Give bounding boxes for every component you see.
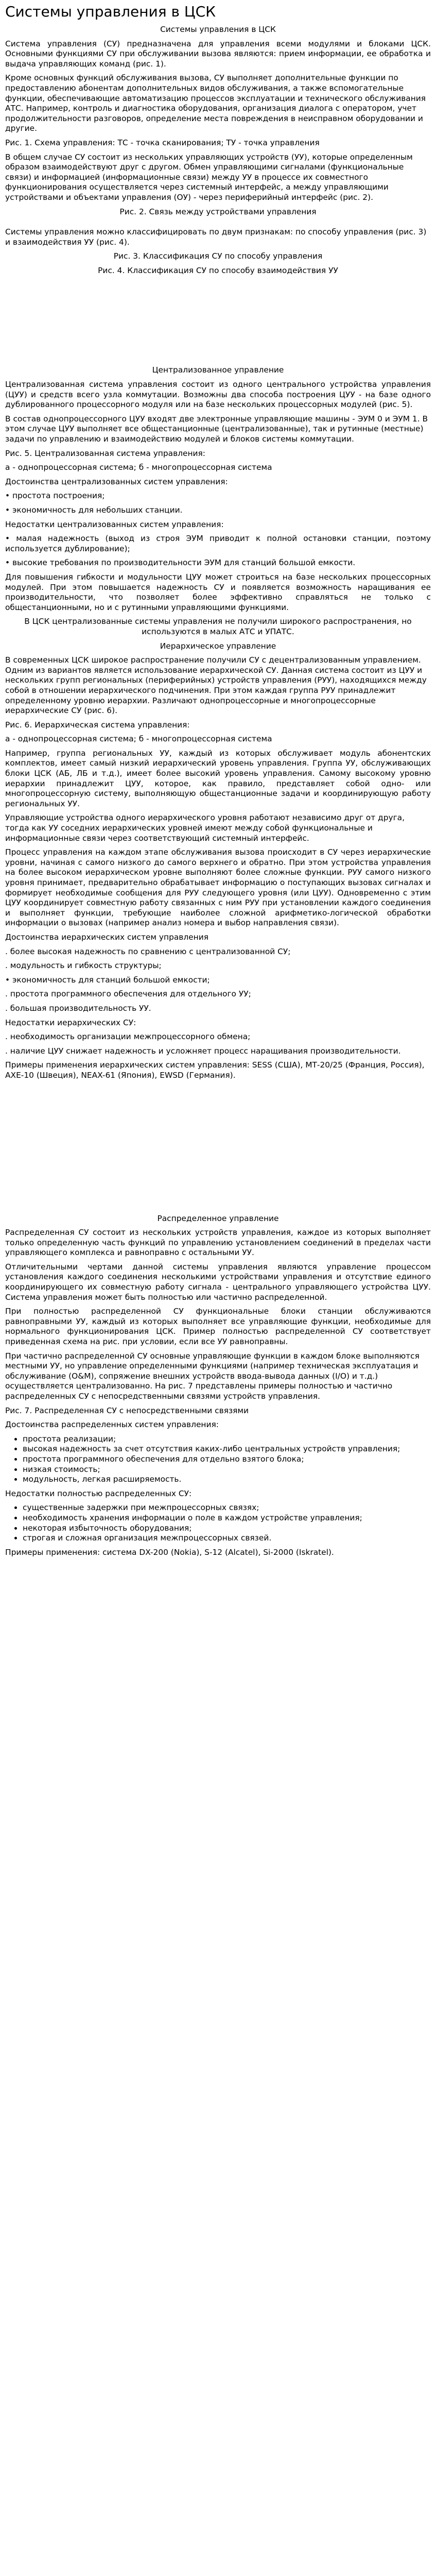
paragraph: Примеры применения: система DX-200 (Nokia), S-12 (Alcatel), Si-2000 (Iskratel). <box>5 1547 334 1557</box>
paragraph: При частично распределенной СУ основные управляющие функции в каждом блоке выполняются местными УУ, но управление определенными функциями (например техническая эксплуатация и обслуживание (О&М), сопряжение внешних устройств ввода-вывода данных (I/O) и т.д.) осуществляется централизованно. На рис. 7 представлены примеры полностью и частично распределенных СУ с непосредственными связями устройств управления. <box>5 1351 420 1401</box>
paragraph: Управляющие устройства одного иерархического уровня работают независимо друг от друга, тогда как УУ соседних иерархических уровней имеют между собой функциональные и информационные связи через соответствующий системный интерфейс. <box>5 813 405 843</box>
figure-space <box>5 1085 431 1214</box>
paragraph: Кроме основных функций обслуживания вызова, СУ выполняет дополнительные функции по предоставлению абонентам дополнительных видов обслуживания, а также вспомогательные функции, обеспечивающие автоматизацию процессов эксплуатации и технического обслуживания АТС. Например, контроль и диагностика оборудования, организация диалога с оператором, учет продолжительности разговоров, определение места повреждения в неисправном оборудовании и другие. <box>5 73 426 133</box>
paragraph: Отличительными чертами данной системы управления являются управление процессом установления каждого соединения несколькими устройствами управления и отсутствие единого координирующего их совместную работу сигнала - центрального управляющего устройства ЦУУ. Система управления может быть полностью или частично распределенной. <box>5 1262 431 1302</box>
paragraph: Примеры применения иерархических систем управления: SESS (США), МТ-20/25 (Франция, Россия), АХЕ-10 (Швеция), NEAX-61 (Япония), EWSD (Германия). <box>5 1060 425 1080</box>
paragraph: Рис. 1. Схема управления: ТС - точка сканирования; ТУ - точка управления <box>5 138 320 147</box>
paragraph: Достоинства централизованных систем управления: <box>5 477 228 486</box>
paragraph: . наличие ЦУУ снижает надежность и усложняет процесс наращивания производительности. <box>5 1046 401 1056</box>
paragraph: Рис. 6. Иерархическая система управления: <box>5 720 190 730</box>
paragraph: Рис. 5. Централизованная система управления: <box>5 448 205 458</box>
bullet-list <box>5 1434 431 1485</box>
section-caption: В ЦСК централизованные системы управления не получили широкого распространения, но используются в малых АТС и УПАТС. <box>24 617 412 636</box>
section-caption: Рис. 3. Классификация СУ по способу управления <box>113 251 323 261</box>
figure-space <box>5 280 431 365</box>
paragraph: Достоинства иерархических систем управления <box>5 932 208 942</box>
document-title: Системы управления в ЦСК <box>5 3 216 20</box>
paragraph: Недостатки полностью распределенных СУ: <box>5 1488 192 1498</box>
paragraph: В современных ЦСК широкое распространение получили СУ с децентрализованным управлением. Одним из вариантов является использование иерархической СУ. Данная система состоит из ЦУУ и нескольких групп региональных (периферийных) устройств управления (РУУ), находящихся между собой в отношении иерархического подчинения. При этом каждая группа РУУ принадлежит определенному уровню иерархии. Различают однопроцессорные и многопроцессорные иерархические СУ (рис. 6). <box>5 655 427 716</box>
paragraph: При полностью распределенной СУ функциональные блоки станции обслуживаются равноправными УУ, каждый из которых выполняет все управляющие функции, необходимые для нормального функционирования ЦСК. Пример полностью распределенной СУ соответствует приведенная схема на рис. при условии, если все УУ равноправны. <box>5 1307 431 1347</box>
paragraph: . простота программного обеспечения для отдельного УУ; <box>5 989 251 999</box>
list-item: • существенные задержки при межпроцессорных связях; <box>23 1503 431 1513</box>
paragraph: • экономичность для небольших станции. <box>5 505 183 515</box>
bullet-list <box>5 1503 431 1543</box>
paragraph: • малая надежность (выход из строя ЭУМ приводит к полной остановки станции, поэтому используется дублирование); <box>5 534 431 553</box>
paragraph: . большая производительность УУ. <box>5 1003 151 1013</box>
paragraph: Достоинства распределенных систем управления: <box>5 1420 219 1430</box>
paragraph: . модульность и гибкость структуры; <box>5 961 162 971</box>
paragraph: Распределенная СУ состоит из нескольких устройств управления, каждое из которых выполняет только определенную часть функций по управлению установлением соединений в пределах части управляющего комплекса и равноправно с остальными УУ. <box>5 1228 431 1258</box>
list-item: • строгая и сложная организация межпроцессорных связей. <box>23 1533 431 1544</box>
section-caption: Рис. 2. Связь между устройствами управления <box>119 207 317 216</box>
section-caption: Иерархическое управление <box>160 641 276 651</box>
section-caption: Рис. 4. Классификация СУ по способу взаимодействия УУ <box>98 265 338 275</box>
list-item: • некоторая избыточность оборудования; <box>23 1523 431 1534</box>
paragraph: . необходимость организации межпроцессорного обмена; <box>5 1032 251 1042</box>
paragraph: Процесс управления на каждом этапе обслуживания вызова происходит в СУ через иерархические уровни, начиная с самого низкого до самого верхнего и обратно. При этом устройства управления на более высоком иерархическом уровне выполняют более сложные функции. РУУ самого низкого уровня принимает, предварительно обрабатывает информацию о поступающих вызовах сигналах и формирует необходимые сообщения для РУУ следующего уровня (или ЦУУ). Одновременно с этим ЦУУ координирует совместную работу связанных с ним РУУ при установлении каждого соединения и выполняет функции, требующие наиболее сложной арифметико-логической обработки информации о вызовах (например анализ номера и выбор направления связи). <box>5 848 431 928</box>
list-item: • модульность, легкая расширяемость. <box>23 1475 431 1485</box>
paragraph: Недостатки централизованных систем управления: <box>5 519 224 529</box>
paragraph: Система управления (СУ) предназначена для управления всеми модулями и блоками ЦСК. Основными функциями СУ при обслуживании вызова являются: прием информации, ее обработка и выдача управляющих команд (рис. 1). <box>5 39 431 69</box>
paragraph: а - однопроцессорная система; б - многопроцессорная система <box>5 734 272 744</box>
paragraph: . более высокая надежность по сравнению с централизованной СУ; <box>5 946 291 956</box>
section-caption: Централизованное управление <box>152 365 284 375</box>
list-item: • высокая надежность за счет отсутствия каких-либо центральных устройств управления; <box>23 1444 431 1454</box>
paragraph: Централизованная система управления состоит из одного центрального устройства управления (ЦУУ) и средств всего узла коммутации. Возможны два способа построения ЦУУ - на базе одного дублированного процессорного модуля или на базе нескольких процессорных модулей (рис. 5). <box>5 380 431 410</box>
paragraph: • экономичность для станций большой емкости; <box>5 975 210 985</box>
list-item: • простота программного обеспечения для отдельно взятого блока; <box>23 1454 431 1465</box>
paragraph: В состав однопроцессорного ЦУУ входят две электронные управляющие машины - ЭУМ 0 и ЭУМ 1. В этом случае ЦУУ выполняет все общестанционные (централизованные), так и рутинные (местные) задачи по управлению и взаимодействию модулей и блоков системы коммутации. <box>5 414 428 444</box>
paragraph: Например, группа региональных УУ, каждый из которых обслуживает модуль абонентских комплектов, имеет самый низкий иерархический уровень управления. Группа УУ, обслуживающих блоки ЦСК (АБ, ЛБ и т.д.), имеет более высокий уровень управления. Самому высокому уровню иерархии принадлежит ЦУУ, которое, как правило, представляет собой одно- или многопроцессорную систему, выполняющую общестанционные задачи и координирующую работу региональных УУ. <box>5 748 431 808</box>
figure-space <box>5 221 431 227</box>
paragraph: а - однопроцессорная система; б - многопроцессорная система <box>5 463 272 472</box>
paragraph: • простота построения; <box>5 491 105 501</box>
list-item: • необходимость хранения информации о поле в каждом устройстве управления; <box>23 1513 431 1523</box>
section-caption: Системы управления в ЦСК <box>160 25 276 34</box>
document-body <box>5 25 431 1557</box>
paragraph: • высокие требования по производительности ЭУМ для станций большой емкости. <box>5 558 356 568</box>
list-item: • низкая стоимость; <box>23 1465 431 1475</box>
paragraph: Рис. 7. Распределенная СУ с непосредственными связями <box>5 1405 249 1415</box>
paragraph: Недостатки иерархических СУ: <box>5 1018 136 1027</box>
paragraph: В общем случае СУ состоит из нескольких управляющих устройств (УУ), которые определенным образом взаимодействуют друг с другом. Обмен управляющими сигналами (функциональные связи) и информацией (информационные связи) между УУ в процессе их совместного функционирования осуществляется через системный интерфейс, а между управляющими устройствами и объектами управления (ОУ) - через периферийный интерфейс (рис. 2). <box>5 152 413 202</box>
list-item: • простота реализации; <box>23 1434 431 1445</box>
paragraph: Системы управления можно классифицировать по двум признакам: по способу управления (рис. 3) и взаимодействия УУ (рис. 4). <box>5 227 427 247</box>
section-caption: Распределенное управление <box>157 1213 279 1223</box>
paragraph: Для повышения гибкости и модульности ЦУУ может строиться на базе нескольких процессорных модулей. При этом повышается надежность СУ и появляется возможность наращивания ее производительности, что позволяет более эффективно справляться не только с общестанционными, но и с рутинными управляющими функциями. <box>5 572 431 612</box>
